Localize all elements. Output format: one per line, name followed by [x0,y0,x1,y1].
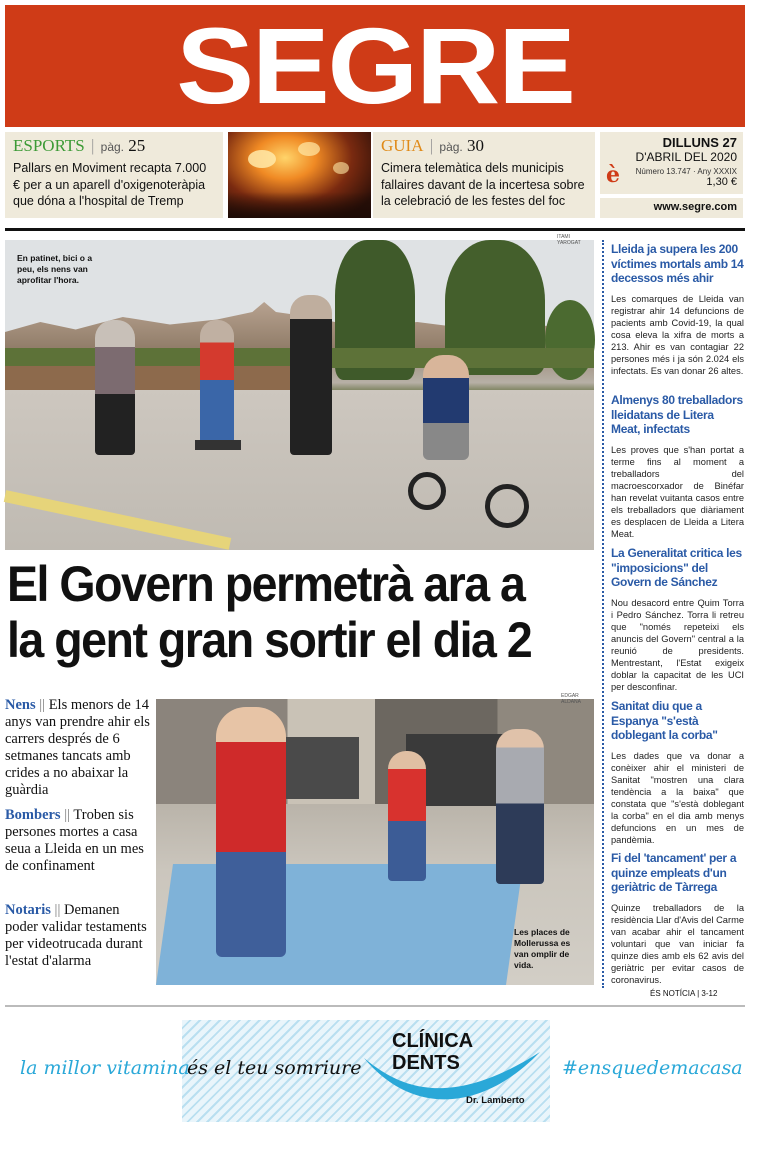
ad-hashtag[interactable]: #ensquedemacasa [562,1057,743,1079]
crowd-silhouette [228,192,371,218]
section-reference[interactable]: ÉS NOTÍCIA | 3-12 [650,989,718,998]
brief-tag: Nens [5,697,36,713]
sidebar-story-body: Les proves que s'han portat a terme fins al moment a treballadors del macroescorxador de Binéfar han revelat vuitanta casos entre els treballadors que diàriament es desplacen de Lleida a Litera Meat. [611,444,744,539]
photo-caption: En patinet, bici o a peu, els nens van aprofitar l'hora. [17,253,93,285]
smile-swoosh-shape [364,1052,540,1099]
boy-on-balance-bike [423,355,469,460]
bike-wheel [485,484,529,528]
sidebar-story-headline: La Generalitat critica les "imposicions" del Govern de Sánchez [611,546,742,589]
sidebar-story[interactable] [611,242,744,377]
main-headline[interactable] [7,556,556,668]
page-number: 30 [467,136,485,155]
masthead [5,5,745,127]
brief-tag: Notaris [5,902,51,918]
ad-doctor-name: Dr. Lamberto [466,1095,525,1106]
sidebar-story-headline: Lleida ja supera les 200 víctimes mortals amb 14 decessos més ahir [611,242,744,285]
date-day: DILLUNS 27 [662,135,737,150]
teaser-category: GUIA [381,136,424,155]
fire-festival-photo[interactable] [228,132,371,218]
clinic-name-line: DENTS [392,1052,460,1074]
issue-number: Número 13.747 · Any XXXIX [635,167,737,176]
wooden-bench [5,366,305,392]
divider: || [54,902,61,918]
newspaper-title: SEGRE [176,5,574,126]
clinic-name-line: CLÍNICA [392,1030,474,1052]
teaser-esports[interactable] [5,132,223,218]
smile-swoosh-icon [362,1050,542,1116]
date-full: D'ABRIL DEL 2020 [635,150,737,164]
segre-logo-icon: è [606,162,620,188]
date-box [600,132,743,194]
woman-walking [290,295,332,455]
sidebar-story-headline: Sanitat diu que a Espanya "s'està doblegant la corba" [611,699,718,742]
sidebar-story-body: Les comarques de Lleida van registrar ahir 14 defuncions de pacients amb Covid-19, la qual cosa eleva la xifra de morts a 213. Ahir es van contagiar 22 persones més i ja són 2.024 els infectats. Es van donar 26 altes. [611,293,744,376]
page-number: 25 [128,136,146,155]
brief-tag: Bombers [5,807,61,823]
adult-man [496,729,544,884]
teaser-guia[interactable] [373,132,595,218]
fire-glow [248,150,276,168]
teaser-header [13,136,215,157]
teaser-category: ESPORTS [13,136,85,155]
sidebar-story[interactable] [611,851,744,986]
brief-text: Demanen poder validar testaments per videotrucada durant l'estat d'alarma [5,902,147,969]
girl-on-scooter [200,320,234,445]
photo-credit: EDGAR ALDANA [561,693,582,705]
sidebar-story[interactable] [611,546,744,693]
headline-line: la gent gran sortir el dia 2 [7,612,532,668]
sidebar-story[interactable] [611,393,744,540]
section-rule [5,228,745,231]
ad-slogan-start: la millor vitamina [20,1057,190,1079]
ad-slogan-end: és el teu somriure [187,1057,362,1079]
divider: || [64,807,71,823]
teaser-text: Cimera telemàtica dels municipis fallaires davant de la incertesa sobre la celebració de les festes del foc [381,161,585,208]
divider: | [86,136,99,155]
ad-divider [5,1005,745,1007]
brief-bombers[interactable] [5,807,150,875]
hopscotch-court [156,864,523,985]
teaser-header [381,136,587,157]
headline-line: El Govern permetrà ara a [7,556,525,612]
sidebar-story-body: Nou desacord entre Quim Torra i Pedro Sánchez. Torra li retreu que "només repeteixi els anuncis del Govern" central a la reunió de presidents. Mentrestant, l'Estat exigeix doblar la capacitat de les UCI per desconfinar. [611,597,744,692]
brief-text: Els menors de 14 anys van prendre ahir els carrers després de 6 setmanes tancats amb crides a no abaixar la guàrdia [5,697,150,798]
main-photo-kids-outdoors[interactable] [5,234,594,550]
shop-shutter [284,737,359,799]
page-label: pàg. [100,140,124,154]
teaser-text: Pallars en Moviment recapta 7.000 € per a un aparell d'oxigenoteràpia que dóna a l'hospital de Tremp [13,161,207,208]
sidebar-story-headline: Almenys 80 treballadors lleidatans de Litera Meat, infectats [611,393,743,436]
brief-notaris[interactable] [5,902,150,970]
price: 1,30 € [706,176,737,188]
child-red-jacket [388,751,426,881]
girl-with-bag [95,320,135,455]
sidebar-story-body: Quinze treballadors de la residència Llar d'Avis del Carme van acabar ahir el tancament voluntari que van iniciar fa quinze dies amb els 62 avis del geriàtric per evitar casos de coronavirus. [611,902,744,985]
divider: | [425,136,438,155]
sidebar-story-headline: Fi del 'tancament' per a quinze empleats d'un geriàtric de Tàrrega [611,851,737,894]
tree [545,300,595,380]
brief-nens[interactable] [5,697,150,799]
website-link[interactable]: www.segre.com [600,198,743,218]
boy-playing-hopscotch [216,707,286,957]
photo-caption: Les places de Mollerussa es van omplir de vida. [514,927,571,970]
sidebar-story-body: Les dades que va donar a conèixer ahir el ministeri de Sanitat "mostren una clara tendència a la baixa" que constata que "s'està doblegant la corba" en el dia amb menys defuncions en un mes de pandèmia. [611,750,744,845]
bike-wheel [408,472,446,510]
fire-glow [298,142,320,156]
second-photo-children-square[interactable] [156,693,594,985]
fire-glow [333,162,349,174]
photo-credit: ITAMI YAROGAT [557,234,581,246]
divider: || [39,697,46,713]
sidebar-divider [602,240,604,988]
sidebar-story[interactable] [611,699,744,846]
scooter [195,440,241,450]
page-label: pàg. [439,140,463,154]
brief-text: Troben sis persones mortes a casa seua a Lleida en un mes de confinament [5,807,144,874]
